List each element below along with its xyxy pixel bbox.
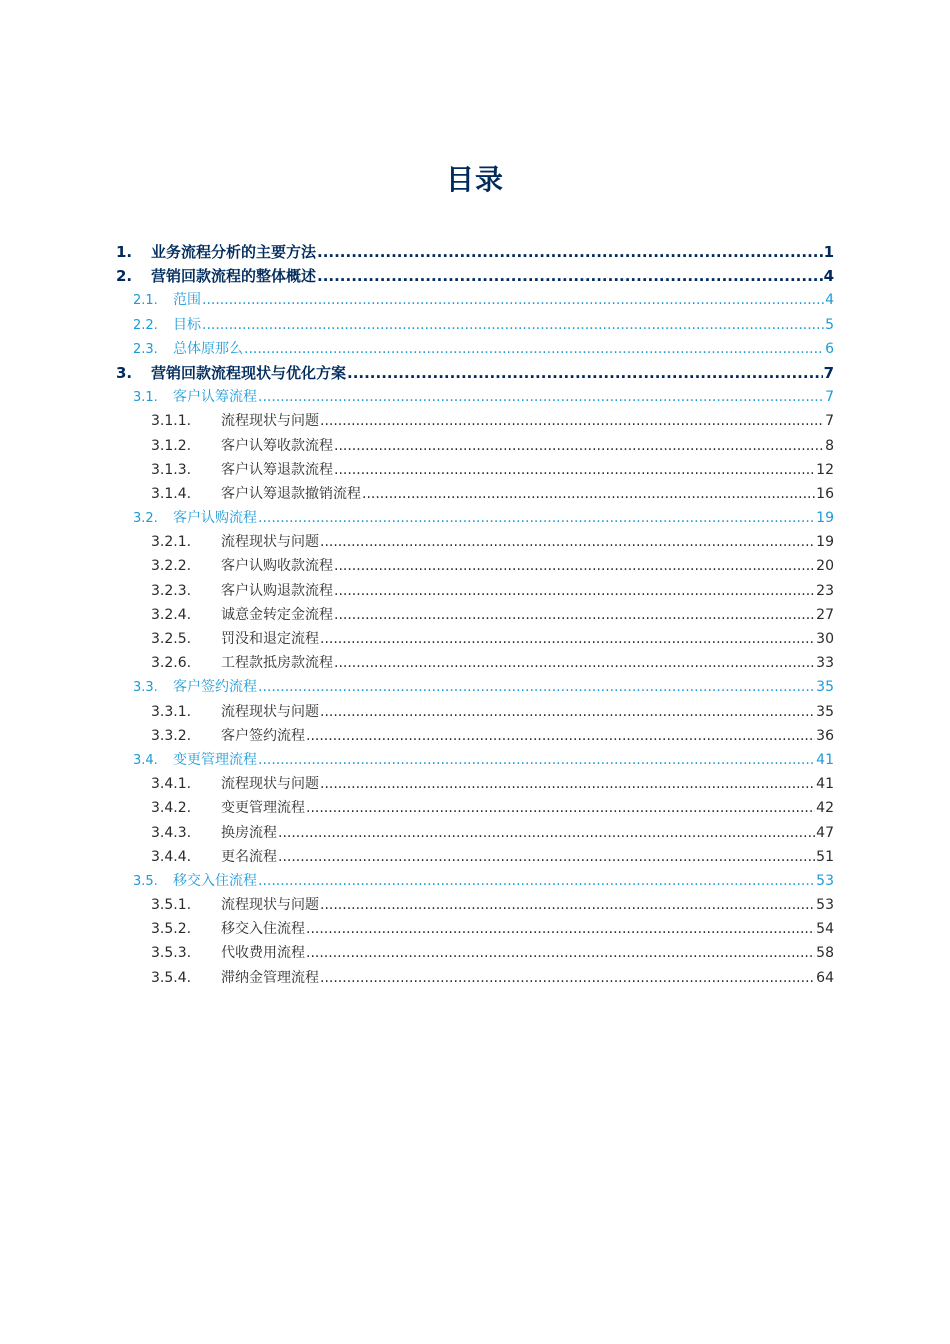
toc-entry-title: 流程现状与问题 bbox=[221, 413, 319, 430]
toc-title: 目录 bbox=[445, 163, 504, 196]
toc-entry-page-number: 42 bbox=[816, 800, 834, 817]
toc-entry-number: 3.1.3. bbox=[151, 461, 192, 478]
toc-entry-title: 客户认筹收款流程 bbox=[221, 437, 333, 454]
toc-entry[interactable] bbox=[116, 627, 834, 651]
toc-entry-number: 3.1.4. bbox=[151, 485, 192, 502]
toc-entry[interactable] bbox=[116, 724, 834, 748]
toc-entry-title: 变更管理流程 bbox=[221, 800, 305, 817]
toc-entry-page-number: 58 bbox=[816, 945, 834, 962]
toc-entry-number: 3.2.3. bbox=[151, 582, 192, 599]
toc-dot-leader bbox=[306, 917, 815, 941]
toc-entry-title: 营销回款流程现状与优化方案 bbox=[151, 363, 347, 382]
toc-entry-title: 变更管理流程 bbox=[173, 751, 257, 768]
toc-entry-page-number: 33 bbox=[816, 655, 834, 672]
toc-entry-number: 3.1.2. bbox=[151, 437, 192, 454]
toc-entry-page-number: 35 bbox=[816, 679, 834, 696]
toc-entry[interactable] bbox=[116, 869, 834, 893]
toc-entry-page-number: 47 bbox=[816, 824, 834, 841]
toc-entry-page-number: 19 bbox=[816, 534, 834, 551]
toc-dot-leader bbox=[317, 240, 823, 264]
toc-dot-leader bbox=[258, 675, 815, 699]
toc-entry[interactable] bbox=[116, 651, 834, 675]
toc-entry[interactable] bbox=[116, 917, 834, 941]
toc-entry-title: 客户认筹流程 bbox=[173, 389, 257, 406]
toc-entry-page-number: 16 bbox=[816, 485, 834, 502]
toc-entry[interactable] bbox=[116, 458, 834, 482]
toc-entry[interactable] bbox=[116, 700, 834, 724]
toc-entry[interactable] bbox=[116, 385, 834, 409]
toc-entry-page-number: 27 bbox=[816, 606, 834, 623]
toc-entry-page-number: 7 bbox=[823, 363, 834, 382]
toc-entry-number: 3.3.2. bbox=[151, 727, 192, 744]
toc-dot-leader bbox=[244, 337, 824, 361]
toc-entry[interactable] bbox=[116, 748, 834, 772]
toc-entry-number: 3.4. bbox=[133, 752, 158, 768]
toc-entry[interactable] bbox=[116, 579, 834, 603]
toc-entry-title: 罚没和退定流程 bbox=[221, 631, 319, 647]
toc-entry-number: 3.4.2. bbox=[151, 800, 192, 817]
toc-entry-page-number: 53 bbox=[816, 897, 834, 914]
toc-entry-page-number: 41 bbox=[816, 751, 834, 768]
toc-entry[interactable] bbox=[116, 288, 834, 312]
toc-entry-title: 流程现状与问题 bbox=[221, 776, 319, 793]
toc-entry-page-number: 51 bbox=[816, 848, 834, 865]
toc-entry[interactable] bbox=[116, 361, 834, 385]
toc-dot-leader bbox=[278, 845, 815, 869]
toc-dot-leader bbox=[306, 796, 815, 820]
toc-entry-title: 移交入住流程 bbox=[221, 921, 305, 938]
toc-dot-leader bbox=[320, 627, 815, 651]
toc-entry-title: 移交入住流程 bbox=[173, 872, 257, 889]
toc-entry[interactable] bbox=[116, 845, 834, 869]
toc-entry-page-number: 41 bbox=[816, 776, 834, 793]
toc-entry-number: 3.5.1. bbox=[151, 897, 192, 914]
toc-entry-number: 3. bbox=[116, 363, 133, 382]
toc-entry-title: 客户签约流程 bbox=[173, 679, 257, 696]
toc-entry-number: 3.3. bbox=[133, 680, 158, 696]
toc-entry-title: 代收费用流程 bbox=[221, 945, 305, 962]
toc-dot-leader bbox=[317, 264, 823, 288]
toc-entry-page-number: 19 bbox=[816, 510, 834, 527]
toc-dot-leader bbox=[334, 434, 824, 458]
toc-entry-page-number: 4 bbox=[823, 267, 834, 286]
toc-entry[interactable] bbox=[116, 966, 834, 990]
toc-entry-title: 客户签约流程 bbox=[221, 727, 305, 744]
toc-entry-number: 3.2.4. bbox=[151, 606, 192, 623]
toc-entry-page-number: 7 bbox=[825, 389, 834, 406]
toc-entry-title: 目标 bbox=[173, 316, 201, 333]
toc-entry-page-number: 64 bbox=[816, 969, 834, 986]
toc-entry-page-number: 8 bbox=[825, 437, 834, 454]
toc-entry[interactable] bbox=[116, 337, 834, 361]
toc-entry[interactable] bbox=[116, 554, 834, 578]
toc-entry-title: 客户认购收款流程 bbox=[221, 558, 333, 575]
toc-entry-page-number: 35 bbox=[816, 703, 834, 720]
toc-entry-number: 3.5.4. bbox=[151, 969, 192, 986]
toc-entry[interactable] bbox=[116, 675, 834, 699]
toc-entry-number: 2.2. bbox=[133, 317, 158, 333]
toc-entry-title: 客户认购退款流程 bbox=[221, 582, 333, 599]
toc-entry-page-number: 7 bbox=[825, 413, 834, 430]
toc-entry-title: 范围 bbox=[173, 292, 201, 309]
table-of-contents bbox=[116, 240, 834, 990]
toc-entry-number: 3.2.1. bbox=[151, 534, 192, 551]
toc-dot-leader bbox=[347, 361, 823, 385]
toc-entry[interactable] bbox=[116, 434, 834, 458]
toc-dot-leader bbox=[202, 313, 824, 337]
toc-dot-leader bbox=[334, 603, 815, 627]
toc-entry-number: 3.2. bbox=[133, 511, 158, 527]
toc-entry-number: 3.2.2. bbox=[151, 558, 192, 575]
toc-dot-leader bbox=[334, 579, 815, 603]
toc-dot-leader bbox=[258, 748, 815, 772]
toc-entry-title: 换房流程 bbox=[221, 824, 277, 841]
toc-entry-page-number: 36 bbox=[816, 727, 834, 744]
toc-entry[interactable] bbox=[116, 530, 834, 554]
toc-entry-title: 更名流程 bbox=[221, 848, 277, 865]
toc-entry[interactable] bbox=[116, 772, 834, 796]
toc-entry-number: 3.4.4. bbox=[151, 848, 192, 865]
toc-entry[interactable] bbox=[116, 482, 834, 506]
toc-entry-number: 3.4.3. bbox=[151, 824, 192, 841]
toc-entry-title: 业务流程分析的主要方法 bbox=[151, 243, 317, 261]
toc-dot-leader bbox=[306, 941, 815, 965]
toc-entry[interactable] bbox=[116, 893, 834, 917]
toc-dot-leader bbox=[320, 530, 815, 554]
toc-entry-title: 客户认筹退款撤销流程 bbox=[221, 485, 361, 502]
toc-entry-number: 3.2.5. bbox=[151, 631, 192, 647]
toc-dot-leader bbox=[362, 482, 815, 506]
toc-entry-page-number: 20 bbox=[816, 558, 834, 575]
toc-entry-title: 流程现状与问题 bbox=[221, 897, 319, 914]
toc-dot-leader bbox=[334, 554, 815, 578]
toc-entry[interactable] bbox=[116, 240, 834, 264]
toc-entry-page-number: 53 bbox=[816, 872, 834, 889]
toc-dot-leader bbox=[258, 869, 815, 893]
toc-entry-number: 3.5. bbox=[133, 873, 158, 889]
toc-entry-title: 总体原那么 bbox=[173, 340, 243, 357]
toc-dot-leader bbox=[278, 821, 815, 845]
toc-entry-number: 2. bbox=[116, 267, 133, 286]
toc-entry-page-number: 54 bbox=[816, 921, 834, 938]
toc-entry-page-number: 1 bbox=[823, 243, 834, 261]
toc-entry-number: 2.1. bbox=[133, 293, 158, 309]
toc-entry-number: 2.3. bbox=[133, 341, 158, 357]
toc-entry[interactable] bbox=[116, 409, 834, 433]
toc-entry-title: 诚意金转定金流程 bbox=[221, 606, 333, 623]
toc-entry-number: 1. bbox=[116, 243, 133, 261]
toc-dot-leader bbox=[320, 700, 815, 724]
toc-dot-leader bbox=[258, 506, 815, 530]
toc-entry-title: 工程款抵房款流程 bbox=[221, 655, 333, 672]
toc-entry-number: 3.5.2. bbox=[151, 921, 192, 938]
toc-entry[interactable] bbox=[116, 603, 834, 627]
toc-dot-leader bbox=[306, 724, 815, 748]
toc-entry-number: 3.3.1. bbox=[151, 703, 192, 720]
toc-dot-leader bbox=[258, 385, 824, 409]
toc-entry[interactable] bbox=[116, 941, 834, 965]
toc-dot-leader bbox=[320, 966, 815, 990]
toc-dot-leader bbox=[320, 409, 824, 433]
toc-entry-title: 客户认筹退款流程 bbox=[221, 461, 333, 478]
toc-entry-title: 流程现状与问题 bbox=[221, 703, 319, 720]
toc-entry-title: 客户认购流程 bbox=[173, 510, 257, 527]
toc-entry-page-number: 5 bbox=[825, 316, 834, 333]
toc-entry-number: 3.2.6. bbox=[151, 655, 192, 672]
toc-entry[interactable] bbox=[116, 506, 834, 530]
toc-entry-title: 流程现状与问题 bbox=[221, 534, 319, 551]
toc-entry[interactable] bbox=[116, 821, 834, 845]
toc-entry[interactable] bbox=[116, 264, 834, 288]
toc-entry-number: 3.5.3. bbox=[151, 945, 192, 962]
toc-dot-leader bbox=[320, 893, 815, 917]
toc-entry-page-number: 30 bbox=[816, 631, 834, 647]
toc-dot-leader bbox=[202, 288, 824, 312]
toc-dot-leader bbox=[334, 651, 815, 675]
toc-dot-leader bbox=[334, 458, 815, 482]
toc-entry[interactable] bbox=[116, 796, 834, 820]
toc-entry-page-number: 4 bbox=[825, 292, 834, 309]
toc-entry-page-number: 6 bbox=[825, 340, 834, 357]
toc-entry[interactable] bbox=[116, 313, 834, 337]
toc-entry-number: 3.1.1. bbox=[151, 413, 192, 430]
toc-entry-page-number: 23 bbox=[816, 582, 834, 599]
toc-entry-page-number: 12 bbox=[816, 461, 834, 478]
toc-entry-number: 3.1. bbox=[133, 390, 158, 406]
toc-entry-title: 营销回款流程的整体概述 bbox=[151, 267, 317, 286]
toc-dot-leader bbox=[320, 772, 815, 796]
toc-entry-title: 滞纳金管理流程 bbox=[221, 969, 319, 986]
toc-entry-number: 3.4.1. bbox=[151, 776, 192, 793]
